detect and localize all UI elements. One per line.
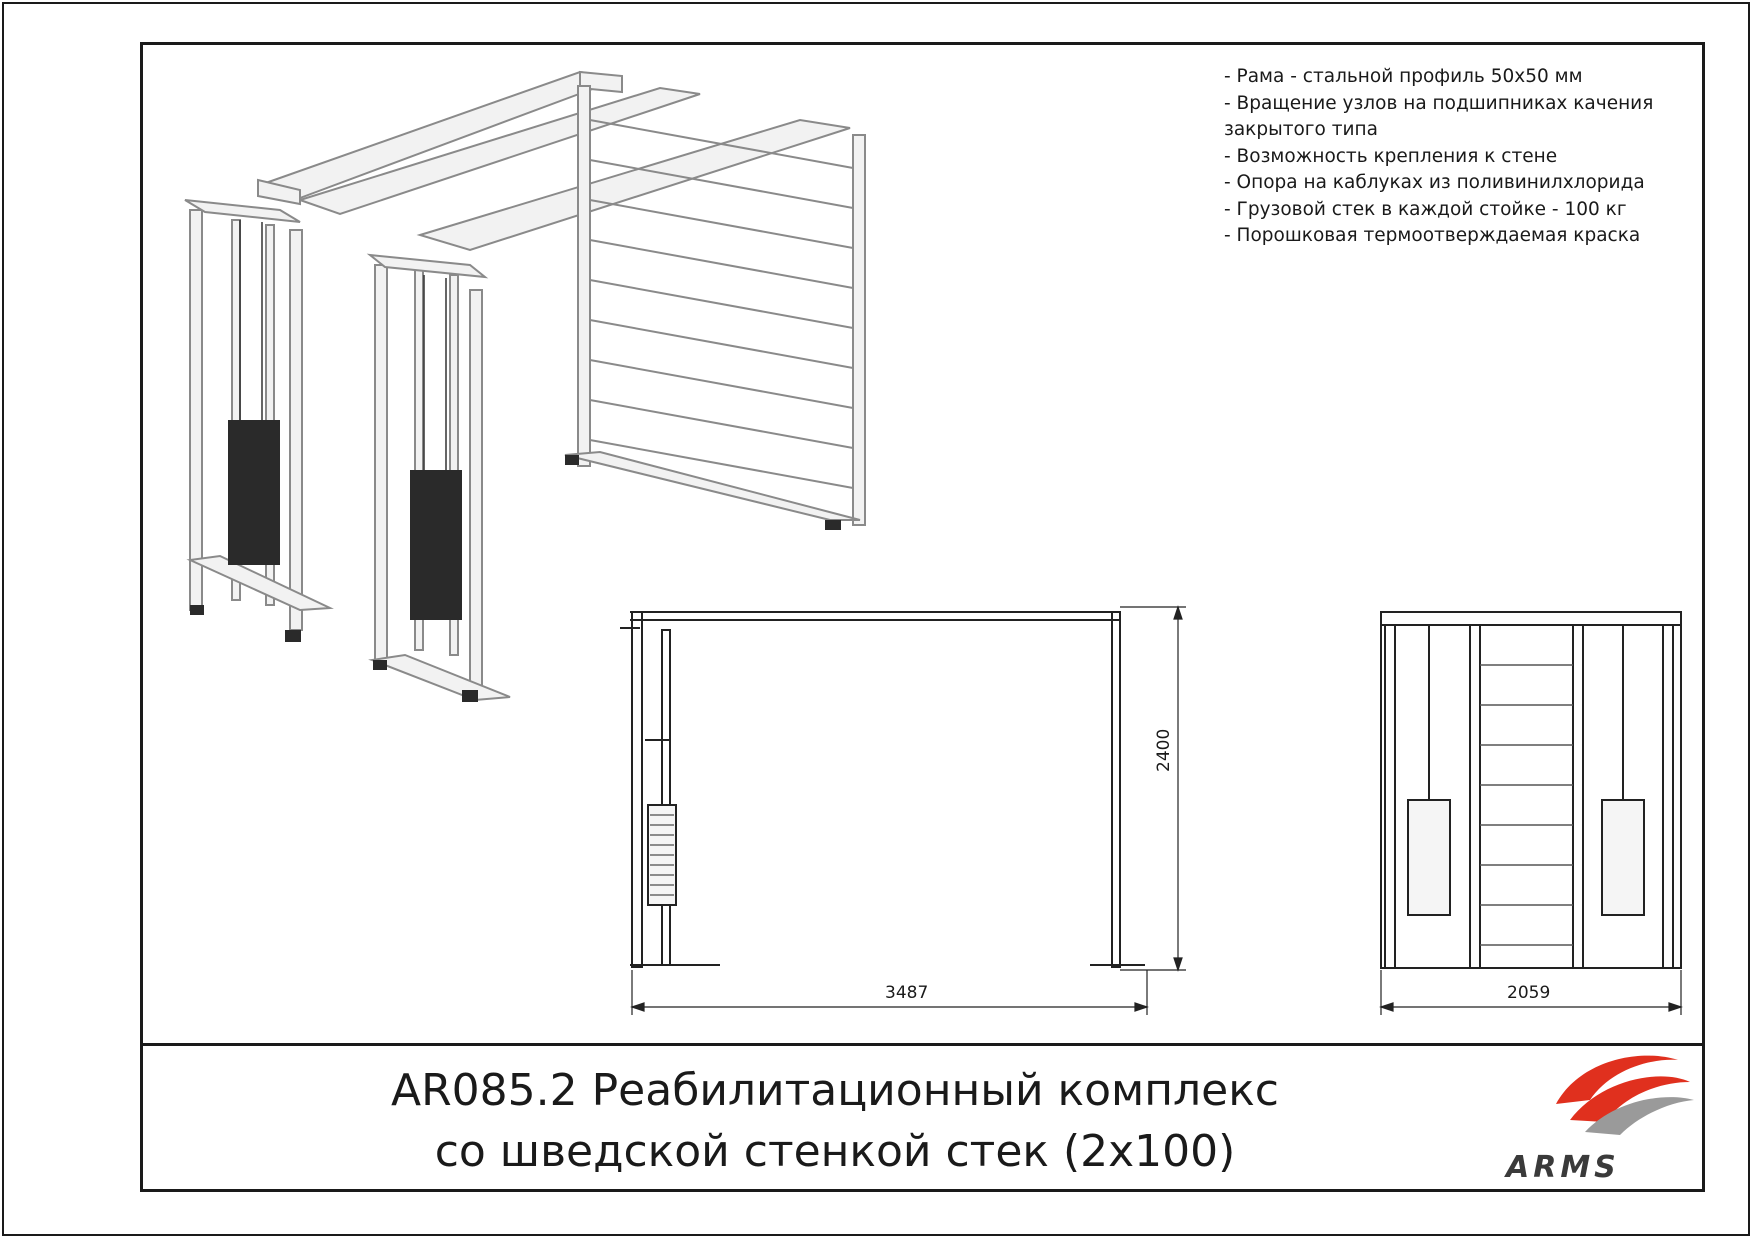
spec-item: - Вращение узлов на подшипниках качения [1224, 92, 1654, 114]
height-dimension-label: 2400 [1154, 728, 1174, 772]
product-title-line-1: AR085.2 Реабилитационный комплекс [391, 1065, 1279, 1116]
spec-item: закрытого типа [1224, 119, 1378, 140]
spec-item: - Возможность крепления к стене [1224, 145, 1558, 167]
spec-item: - Грузовой стек в каждой стойке - 100 кг [1224, 198, 1627, 220]
brand-logo-text: ARMS [1506, 1150, 1620, 1185]
product-title-line-2: со шведской стенкой стек (2х100) [434, 1126, 1236, 1177]
width-dimension-label: 2059 [1507, 983, 1551, 1003]
length-dimension-label: 3487 [885, 983, 929, 1003]
spec-item: - Опора на каблуках из поливинилхлорида [1224, 172, 1645, 193]
spec-item: - Порошковая термоотверждаемая краска [1224, 225, 1641, 246]
spec-item: - Рама - стальной профиль 50х50 мм [1224, 66, 1583, 87]
